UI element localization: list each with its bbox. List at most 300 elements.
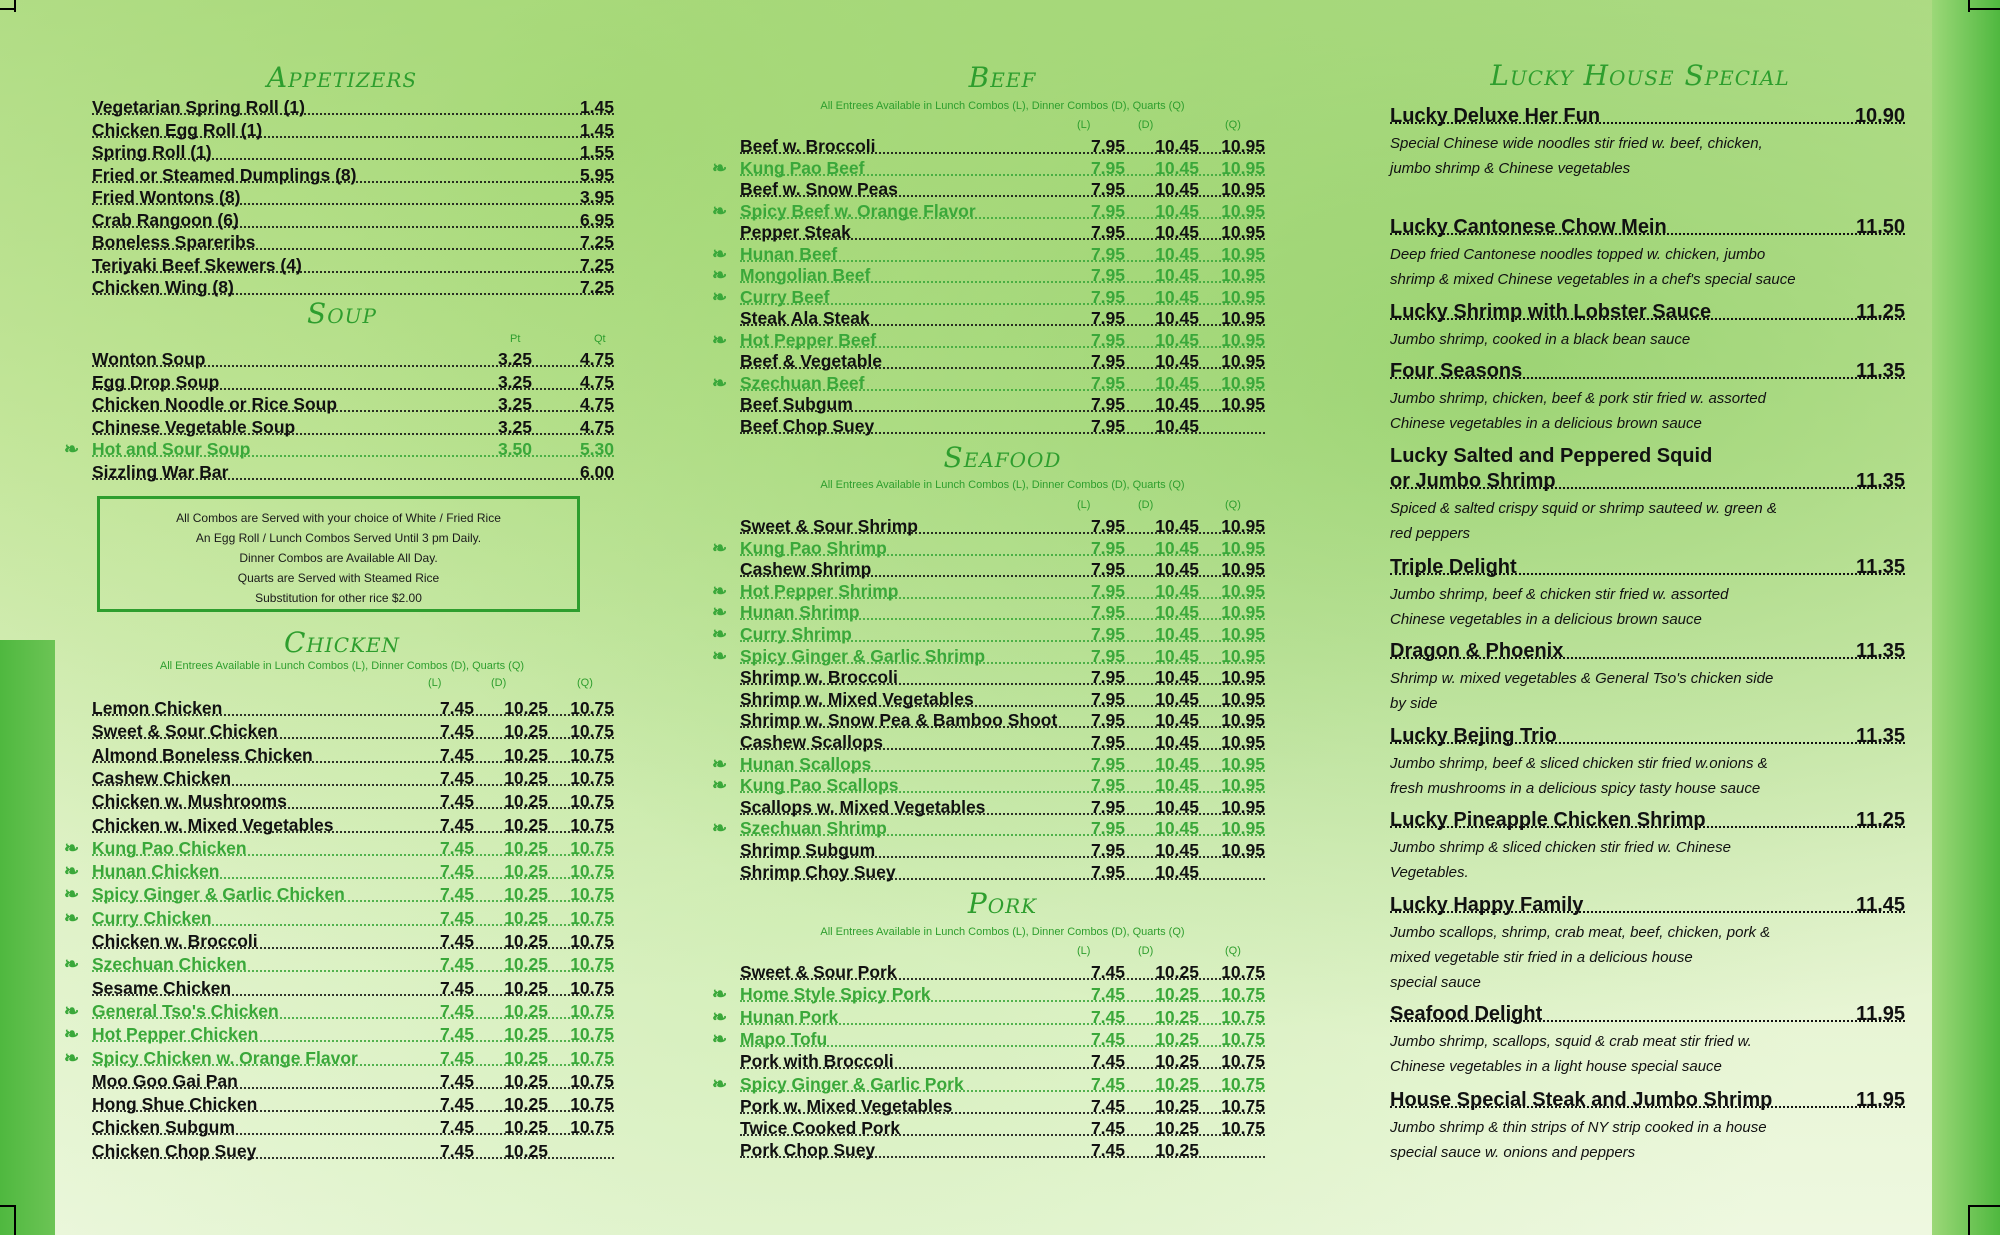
- special-item-description: Chinese vegetables in a delicious brown sauce: [1390, 611, 1702, 628]
- item-price-quart: 10.75: [570, 698, 614, 718]
- item-price-quart: 10.75: [1221, 1051, 1265, 1072]
- item-price-dinner: 10.25: [504, 837, 548, 858]
- item-price-dinner: 10.25: [504, 1070, 548, 1091]
- chili-pepper-icon: ❧: [64, 439, 80, 459]
- chicken-item: [64, 1024, 614, 1045]
- item-name: Scallops w. Mixed Vegetables: [740, 796, 986, 817]
- pork-item: [740, 962, 1265, 983]
- item-price-lunch: 7.45: [1090, 1006, 1125, 1027]
- item-price-qt: 4.75: [579, 371, 614, 392]
- item-price-quart: 10.75: [570, 1094, 614, 1115]
- special-item-description: special sauce w. onions and peppers: [1390, 1144, 1636, 1161]
- item-price-dinner: 10.45: [1155, 179, 1199, 199]
- item-price-lunch: 7.95: [1090, 688, 1125, 709]
- seafood-item: [740, 516, 1265, 537]
- item-price-quart: 10.95: [1221, 645, 1265, 666]
- item-name: Steak Ala Steak: [740, 308, 870, 328]
- appetizer-item: [92, 210, 614, 231]
- special-item-description: Jumbo shrimp, scallops, squid & crab meat stir fried w.: [1390, 1033, 1752, 1050]
- col-label-d: (D): [1138, 119, 1154, 131]
- col-label-l: (L): [1077, 119, 1091, 131]
- item-price-quart: 10.75: [570, 1117, 614, 1138]
- item-price-lunch: 7.45: [439, 1117, 474, 1138]
- item-price-lunch: 7.45: [439, 721, 474, 742]
- special-item-description: shrimp & mixed Chinese vegetables in a chef's special sauce: [1390, 271, 1796, 288]
- special-item-price: 11.95: [1856, 1089, 1905, 1111]
- item-price-dinner: 10.45: [1155, 602, 1199, 623]
- chili-pepper-icon: ❧: [712, 1073, 728, 1094]
- item-price-quart: 10.75: [570, 791, 614, 812]
- item-price-quart: 10.75: [1221, 1028, 1265, 1049]
- beef-title: Beef: [968, 61, 1037, 94]
- item-price-lunch: 7.95: [1090, 415, 1125, 436]
- special-item-name: Dragon & Phoenix: [1390, 640, 1564, 662]
- item-price: 3.95: [579, 187, 614, 207]
- item-price-pt: 3.25: [497, 371, 532, 392]
- seafood-item: [712, 580, 1265, 602]
- item-price-dinner: 10.45: [1155, 559, 1199, 580]
- item-price-lunch: 7.95: [1090, 667, 1125, 688]
- special-item-row: [1390, 808, 1905, 832]
- chicken-item: [64, 1047, 614, 1069]
- item-price-dinner: 10.45: [1155, 710, 1199, 731]
- item-price-dinner: 10.45: [1155, 775, 1199, 796]
- item-name: Kung Pao Chicken: [92, 837, 247, 858]
- soup-item: [92, 462, 614, 483]
- item-price-quart: 10.95: [1221, 580, 1265, 601]
- item-price-dinner: 10.25: [504, 1047, 548, 1068]
- item-price-dinner: 10.25: [504, 907, 548, 928]
- item-name: Curry Chicken: [92, 907, 212, 928]
- item-price-dinner: 10.25: [504, 698, 548, 718]
- special-item-price: 11.35: [1856, 470, 1905, 492]
- item-price-dinner: 10.45: [1155, 732, 1199, 752]
- special-item-row: [1390, 1002, 1905, 1026]
- special-item-price: 11.25: [1856, 809, 1905, 831]
- item-price-lunch: 7.95: [1090, 818, 1125, 839]
- appetizer-item: [92, 187, 614, 208]
- special-item-description: Special Chinese wide noodles stir fried w. beef, chicken,: [1390, 135, 1763, 152]
- item-name: Chicken w. Mixed Vegetables: [92, 814, 334, 835]
- chili-pepper-icon: ❧: [64, 861, 80, 882]
- item-price-quart: 10.95: [1221, 667, 1265, 688]
- item-price-quart: 10.95: [1221, 710, 1265, 731]
- combo-note-line: Quarts are Served with Steamed Rice: [237, 571, 440, 585]
- item-price-dinner: 10.45: [1155, 516, 1199, 536]
- item-price-quart: 10.95: [1221, 308, 1265, 328]
- item-price-lunch: 7.95: [1090, 710, 1125, 731]
- chicken-item: [92, 721, 614, 742]
- special-item-name: Lucky Salted and Peppered Squid: [1390, 445, 1713, 467]
- special-item-name: Lucky Deluxe Her Fun: [1390, 105, 1601, 127]
- appetizer-item: [92, 165, 614, 186]
- chili-pepper-icon: ❧: [712, 286, 728, 307]
- special-item-row: [1390, 104, 1905, 128]
- item-price-dinner: 10.45: [1155, 308, 1199, 328]
- special-item-price: 11.35: [1856, 640, 1905, 662]
- item-name: Spicy Ginger & Garlic Shrimp: [740, 645, 986, 666]
- item-name: Mongolian Beef: [740, 265, 871, 285]
- item-price-quart: 10.75: [570, 931, 614, 951]
- item-price-dinner: 10.25: [504, 744, 548, 765]
- crop-mark: [1968, 1205, 2000, 1207]
- chili-pepper-icon: ❧: [712, 157, 728, 178]
- special-item-description: Jumbo shrimp, chicken, beef & pork stir fried w. assorted: [1390, 390, 1766, 407]
- special-item-description: special sauce: [1390, 974, 1481, 991]
- item-name: Spicy Chicken w. Orange Flavor: [92, 1047, 358, 1068]
- item-price-quart: 10.95: [1221, 265, 1265, 285]
- col-label-d: (D): [1138, 499, 1154, 511]
- item-price-lunch: 7.45: [439, 767, 474, 788]
- item-name: Szechuan Chicken: [92, 954, 247, 975]
- item-price-quart: 10.95: [1221, 372, 1265, 393]
- item-price-dinner: 10.25: [1155, 1118, 1199, 1139]
- chili-pepper-icon: ❧: [64, 1000, 80, 1021]
- special-item-description: fresh mushrooms in a delicious spicy tasty house sauce: [1390, 780, 1761, 797]
- chicken-item: [92, 1117, 614, 1138]
- item-name: Shrimp w. Mixed Vegetables: [740, 688, 974, 709]
- col-label-q: (Q): [577, 677, 593, 689]
- beef-item: [740, 416, 1265, 437]
- item-price-lunch: 7.45: [439, 884, 474, 905]
- special-item-description: Vegetables.: [1390, 864, 1469, 881]
- crop-mark: [1968, 8, 2000, 10]
- item-price-lunch: 7.95: [1090, 537, 1125, 558]
- item-price-dinner: 10.25: [504, 1117, 548, 1138]
- item-price: 1.55: [579, 142, 614, 162]
- item-name: Home Style Spicy Pork: [740, 984, 931, 1005]
- item-name: Pork w. Mixed Vegetables: [740, 1095, 953, 1116]
- item-name: Pepper Steak: [740, 222, 851, 242]
- col-label-q: (Q): [1225, 119, 1241, 131]
- special-item-name: Lucky Cantonese Chow Mein: [1390, 216, 1667, 238]
- item-name: Kung Pao Scallops: [740, 775, 899, 796]
- chili-pepper-icon: ❧: [64, 837, 80, 858]
- item-price-lunch: 7.95: [1090, 265, 1125, 285]
- chicken-item: [64, 1000, 614, 1022]
- special-item-price: 11.45: [1856, 894, 1905, 916]
- item-price-qt: 5.30: [579, 439, 614, 459]
- special-title: Lucky House Special: [1490, 59, 1790, 92]
- appetizers-title: Appetizers: [266, 61, 418, 94]
- soup-title: Soup: [307, 297, 377, 330]
- special-item-description: red peppers: [1390, 525, 1471, 542]
- soup-item: [92, 394, 614, 415]
- special-item-description: Jumbo shrimp, beef & chicken stir fried w. assorted: [1390, 586, 1729, 603]
- item-name: Curry Beef: [740, 286, 830, 307]
- item-price-lunch: 7.95: [1090, 624, 1125, 644]
- item-name: Chicken Subgum: [92, 1117, 235, 1138]
- item-price-dinner: 10.45: [1155, 329, 1199, 350]
- item-price-quart: 10.95: [1221, 136, 1265, 156]
- appetizer-item: [92, 277, 614, 298]
- item-price-lunch: 7.45: [439, 1000, 474, 1021]
- item-name: Szechuan Beef: [740, 372, 865, 393]
- chili-pepper-icon: ❧: [712, 1028, 728, 1049]
- item-price-quart: 10.95: [1221, 243, 1265, 264]
- seafood-item: [740, 732, 1265, 753]
- chicken-item: [64, 954, 614, 975]
- soup-item: [92, 417, 614, 438]
- item-name: Boneless Spareribs: [92, 232, 256, 252]
- item-name: Kung Pao Shrimp: [740, 537, 887, 558]
- chicken-item: [92, 768, 614, 789]
- item-price-dinner: 10.45: [1155, 861, 1199, 882]
- seafood-item: [712, 753, 1265, 775]
- item-price: 1.45: [579, 119, 614, 140]
- item-price-lunch: 7.45: [439, 837, 474, 858]
- special-item-name: Lucky Happy Family: [1390, 894, 1584, 916]
- col-label-q: (Q): [1225, 945, 1241, 957]
- item-name: Cashew Chicken: [92, 767, 232, 788]
- item-price-quart: 10.75: [570, 1000, 614, 1021]
- seafood-item: [712, 775, 1265, 796]
- seafood-item: [740, 667, 1265, 688]
- item-price-lunch: 7.45: [439, 1047, 474, 1068]
- item-name: Shrimp w. Broccoli: [740, 667, 898, 688]
- item-price-dinner: 10.25: [1155, 1051, 1199, 1072]
- special-item-description: Spiced & salted crispy squid or shrimp sauteed w. green &: [1390, 500, 1777, 517]
- item-price-dinner: 10.25: [504, 721, 548, 742]
- item-name: Beef w. Snow Peas: [740, 179, 898, 199]
- item-price-lunch: 7.45: [439, 1024, 474, 1045]
- item-price-quart: 10.75: [570, 1047, 614, 1068]
- chili-pepper-icon: ❧: [712, 265, 728, 285]
- item-name: Pork with Broccoli: [740, 1051, 894, 1072]
- item-price-quart: 10.95: [1221, 775, 1265, 796]
- item-price-pt: 3.25: [497, 394, 532, 414]
- item-name: Cashew Scallops: [740, 732, 883, 752]
- item-price-dinner: 10.45: [1155, 265, 1199, 285]
- special-item-row: [1390, 300, 1905, 324]
- item-price-lunch: 7.95: [1090, 222, 1125, 242]
- item-name: Chicken w. Broccoli: [92, 931, 258, 951]
- item-price: 1.45: [579, 97, 614, 117]
- item-price-lunch: 7.45: [439, 907, 474, 928]
- item-name: Shrimp Choy Suey: [740, 861, 896, 882]
- special-item-description: mixed vegetable stir fried in a delicious house: [1390, 949, 1693, 966]
- item-price-lunch: 7.45: [1090, 1073, 1125, 1094]
- item-price-dinner: 10.45: [1155, 351, 1199, 371]
- pork-note: All Entrees Available in Lunch Combos (L), Dinner Combos (D), Quarts (Q): [820, 926, 1185, 938]
- item-price-quart: 10.95: [1221, 157, 1265, 178]
- col-label-d: (D): [491, 677, 507, 689]
- item-name: General Tso's Chicken: [92, 1000, 279, 1021]
- item-price-dinner: 10.25: [504, 814, 548, 835]
- soup-item: [64, 439, 614, 460]
- special-item-description: Deep fried Cantonese noodles topped w. chicken, jumbo: [1390, 246, 1766, 263]
- item-price-lunch: 7.45: [1090, 1095, 1125, 1116]
- chicken-item: [92, 1141, 614, 1162]
- item-name: Chicken Noodle or Rice Soup: [92, 394, 338, 414]
- item-name: Twice Cooked Pork: [740, 1118, 901, 1139]
- item-name: Chicken w. Mushrooms: [92, 791, 287, 812]
- appetizer-item: [92, 120, 614, 141]
- seafood-item: [712, 624, 1265, 645]
- special-item-row: [1390, 1088, 1905, 1112]
- item-name: Chicken Chop Suey: [92, 1140, 257, 1161]
- special-item-price: 10.90: [1854, 105, 1905, 127]
- item-price-dinner: 10.45: [1155, 394, 1199, 414]
- beef-item: [740, 308, 1265, 329]
- item-name: Shrimp Subgum: [740, 840, 876, 860]
- item-price-lunch: 7.45: [439, 1140, 474, 1161]
- item-price-dinner: 10.25: [504, 1000, 548, 1021]
- special-item-row: [1390, 215, 1905, 239]
- special-item-row: [1390, 639, 1905, 663]
- item-name: Fried Wontons (8): [92, 187, 241, 207]
- item-price-lunch: 7.95: [1090, 308, 1125, 328]
- item-price-quart: 10.95: [1221, 286, 1265, 307]
- special-item-description: Jumbo shrimp & sliced chicken stir fried w. Chinese: [1390, 839, 1731, 856]
- item-price-dinner: 10.45: [1155, 222, 1199, 242]
- item-price-quart: 10.95: [1221, 222, 1265, 242]
- item-price-quart: 10.95: [1221, 329, 1265, 350]
- chili-pepper-icon: ❧: [712, 200, 728, 221]
- item-price-quart: 10.95: [1221, 559, 1265, 580]
- chicken-title: Chicken: [283, 626, 401, 659]
- pork-item: [740, 1096, 1265, 1117]
- item-name: Cashew Shrimp: [740, 559, 872, 580]
- beef-item: [740, 179, 1265, 200]
- pork-title: Pork: [967, 887, 1038, 920]
- item-name: Hunan Chicken: [92, 861, 220, 882]
- item-price-lunch: 7.95: [1090, 775, 1125, 796]
- item-price-dinner: 10.25: [504, 884, 548, 905]
- item-name: Pork Chop Suey: [740, 1140, 876, 1161]
- item-price-lunch: 7.45: [439, 791, 474, 812]
- combo-note-line: Dinner Combos are Available All Day.: [239, 551, 438, 565]
- item-price-dinner: 10.45: [1155, 372, 1199, 393]
- seafood-item: [740, 559, 1265, 580]
- item-price-dinner: 10.25: [504, 1140, 548, 1161]
- item-price-lunch: 7.95: [1090, 753, 1125, 774]
- chili-pepper-icon: ❧: [712, 984, 728, 1005]
- item-price-dinner: 10.45: [1155, 200, 1199, 221]
- item-price-dinner: 10.25: [504, 1094, 548, 1115]
- item-price-dinner: 10.45: [1155, 624, 1199, 644]
- item-price: 7.25: [579, 254, 614, 275]
- item-price-lunch: 7.45: [1090, 1118, 1125, 1139]
- item-price-lunch: 7.95: [1090, 861, 1125, 882]
- col-label-q: (Q): [1225, 499, 1241, 511]
- special-item-price: 11.25: [1856, 301, 1905, 323]
- item-price-quart: 10.75: [570, 907, 614, 928]
- item-price-lunch: 7.95: [1090, 329, 1125, 350]
- item-price-dinner: 10.45: [1155, 243, 1199, 264]
- item-name: Sweet & Sour Chicken: [92, 721, 278, 742]
- item-price-lunch: 7.45: [439, 1094, 474, 1115]
- item-price-quart: 10.75: [570, 884, 614, 905]
- item-price-quart: 10.95: [1221, 179, 1265, 199]
- item-price-dinner: 10.25: [1155, 1073, 1199, 1094]
- item-price: 7.25: [579, 232, 614, 252]
- item-price-quart: 10.75: [570, 814, 614, 835]
- appetizer-item: [92, 97, 614, 118]
- item-name: Chinese Vegetable Soup: [92, 416, 296, 437]
- beef-note: All Entrees Available in Lunch Combos (L), Dinner Combos (D), Quarts (Q): [820, 100, 1185, 112]
- item-name: Hot Pepper Shrimp: [740, 580, 899, 601]
- pork-item: [740, 1051, 1265, 1072]
- special-item-description: Jumbo shrimp & thin strips of NY strip cooked in a house: [1390, 1119, 1767, 1136]
- item-price-quart: 10.75: [1221, 984, 1265, 1005]
- item-price-quart: 10.75: [1221, 1073, 1265, 1094]
- item-price-lunch: 7.45: [439, 954, 474, 975]
- appetizer-item: [92, 255, 614, 276]
- item-price-dinner: 10.25: [504, 931, 548, 951]
- item-price-dinner: 10.45: [1155, 667, 1199, 688]
- item-price-lunch: 7.95: [1090, 200, 1125, 221]
- item-price-quart: 10.95: [1221, 602, 1265, 623]
- item-price-quart: 10.75: [570, 837, 614, 858]
- item-price-dinner: 10.45: [1155, 840, 1199, 860]
- item-price-dinner: 10.45: [1155, 818, 1199, 839]
- soup-item: [92, 349, 614, 370]
- chicken-item: [92, 1094, 614, 1115]
- item-name: Hunan Beef: [740, 243, 838, 264]
- item-price-dinner: 10.45: [1155, 537, 1199, 558]
- item-name: Spring Roll (1): [92, 142, 212, 162]
- item-price-quart: 10.95: [1221, 688, 1265, 709]
- item-price-dinner: 10.45: [1155, 415, 1199, 436]
- item-price-lunch: 7.45: [1090, 962, 1125, 982]
- item-price-lunch: 7.45: [439, 744, 474, 765]
- item-price-lunch: 7.45: [1090, 984, 1125, 1005]
- chili-pepper-icon: ❧: [712, 1006, 728, 1027]
- combo-note-line: An Egg Roll / Lunch Combos Served Until 3 pm Daily.: [195, 531, 482, 545]
- item-price-quart: 10.95: [1221, 840, 1265, 860]
- item-price-lunch: 7.95: [1090, 580, 1125, 601]
- item-price-quart: 10.75: [570, 1024, 614, 1045]
- item-price-lunch: 7.45: [439, 931, 474, 951]
- item-price-dinner: 10.25: [1155, 1140, 1199, 1161]
- item-price-quart: 10.95: [1221, 537, 1265, 558]
- item-price-dinner: 10.25: [504, 861, 548, 882]
- item-name: Beef w. Broccoli: [740, 136, 876, 156]
- item-name: Hunan Shrimp: [740, 602, 860, 623]
- col-label-d: (D): [1138, 945, 1154, 957]
- item-price-quart: 10.75: [1221, 1118, 1265, 1139]
- item-name: Egg Drop Soup: [92, 371, 220, 392]
- item-price-quart: 10.75: [570, 977, 614, 998]
- special-item-description: Chinese vegetables in a delicious brown sauce: [1390, 415, 1702, 432]
- item-price-dinner: 10.45: [1155, 157, 1199, 178]
- item-name: Sizzling War Bar: [92, 461, 229, 482]
- pork-item: [712, 1006, 1265, 1028]
- chicken-item: [92, 931, 614, 952]
- special-item-row: [1390, 893, 1905, 917]
- item-price-quart: 10.75: [570, 954, 614, 975]
- item-name: Shrimp w. Snow Pea & Bamboo Shoot: [740, 710, 1058, 731]
- chicken-item: [64, 837, 614, 859]
- beef-item: [740, 351, 1265, 372]
- item-name: Moo Goo Gai Pan: [92, 1070, 238, 1091]
- item-price-quart: 10.75: [1221, 962, 1265, 982]
- chicken-item: [92, 815, 614, 836]
- chicken-item: [64, 861, 614, 882]
- item-price-qt: 4.75: [579, 394, 614, 414]
- item-price-lunch: 7.95: [1090, 394, 1125, 414]
- chili-pepper-icon: ❧: [712, 329, 728, 350]
- chicken-item: [64, 907, 614, 929]
- item-name: Hot Pepper Beef: [740, 329, 877, 350]
- beef-item: [712, 157, 1265, 179]
- item-price-dinner: 10.25: [1155, 1006, 1199, 1027]
- item-name: Mapo Tofu: [740, 1028, 828, 1049]
- special-item-price: 11.35: [1856, 556, 1905, 578]
- item-name: Chicken Egg Roll (1): [92, 119, 263, 140]
- pork-item: [712, 1073, 1265, 1095]
